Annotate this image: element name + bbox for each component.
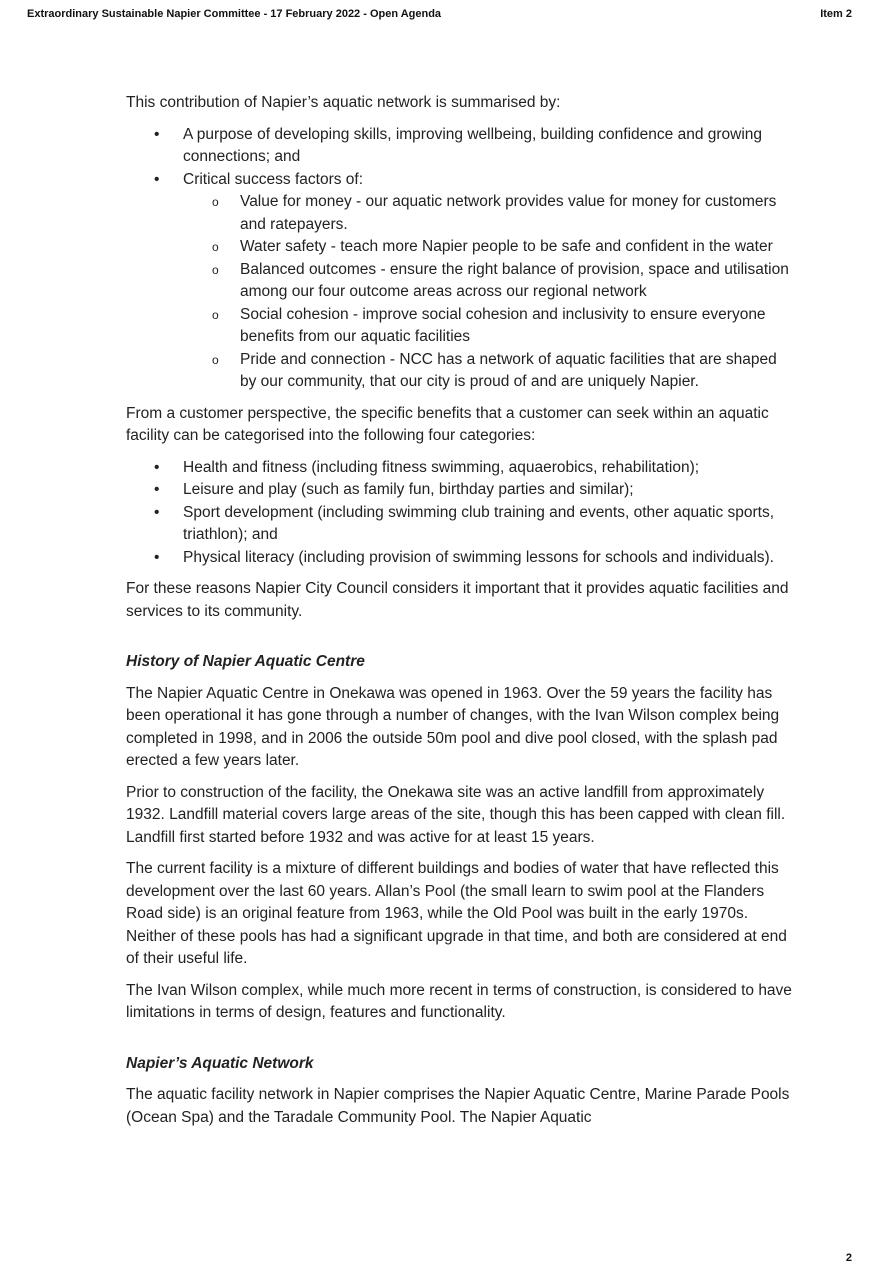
list-item-success-factors [126, 169, 792, 394]
sub-list-item: o Social cohesion - improve social cohesion and inclusivity to ensure everyone benefits from our aquatic facilities [183, 304, 792, 349]
sub-list-item: o Water safety - teach more Napier people to be safe and confident in the water [183, 236, 792, 259]
network-paragraph: The aquatic facility network in Napier comprises the Napier Aquatic Centre, Marine Parade Pools (Ocean Spa) and the Taradale Community Pool. The Napier Aquatic [126, 1086, 790, 1126]
sub-list-item: o Pride and connection - NCC has a network of aquatic facilities that are shaped by our community, that our city is proud of and are uniquely Napier. [183, 349, 792, 394]
list-item: • Health and fitness (including fitness swimming, aquaerobics, rehabilitation); [126, 457, 792, 480]
purpose-list [126, 124, 792, 394]
history-paragraph: The Napier Aquatic Centre in Onekawa was opened in 1963. Over the 59 years the facility has been operational it has gone through a number of changes, with the Ivan Wilson complex being completed in 1998, and in 2006 the outside 50m pool and dive pool closed, with the splash pad erected a few years later. [126, 684, 780, 769]
history-paragraph: The current facility is a mixture of different buildings and bodies of water that have reflected this development over the last 60 years. Allan’s Pool (the small learn to swim pool at the Flanders Road side) is an original feature from 1963, while the Old Pool was built in the early 1970s. Neither of these pools has had a significant upgrade in that time, and both are considered at end of their useful life. [126, 860, 787, 967]
page-number: 2 [845, 1252, 852, 1264]
sub-list-item: o Value for money - our aquatic network provides value for money for customers and ratepayers. [183, 191, 792, 236]
document-body [126, 92, 792, 1138]
history-heading: History of Napier Aquatic Centre [126, 653, 365, 670]
header-meeting-title: Extraordinary Sustainable Napier Committee - 17 February 2022 - Open Agenda [27, 8, 442, 20]
header-item-label: Item 2 [820, 8, 852, 20]
list-item: • Leisure and play (such as family fun, birthday parties and similar); [126, 479, 792, 502]
reasons-paragraph: For these reasons Napier City Council considers it important that it provides aquatic facilities and services to its community. [126, 580, 789, 620]
list-item: • Sport development (including swimming club training and events, other aquatic sports, triathlon); and [126, 502, 792, 547]
customer-perspective-paragraph: From a customer perspective, the specific benefits that a customer can seek within an aquatic facility can be categorised into the following four categories: [126, 404, 769, 444]
benefit-categories-list [126, 457, 792, 570]
list-item-label: Critical success factors of: [183, 170, 364, 188]
network-heading: Napier’s Aquatic Network [126, 1054, 314, 1072]
history-paragraph: Prior to construction of the facility, the Onekawa site was an active landfill from approximately 1932. Landfill material covers large areas of the site, though this has been capped with clean fill. Landfill first started before 1932 and was active for at least 15 years. [126, 783, 786, 846]
intro-paragraph: This contribution of Napier’s aquatic network is summarised by: [126, 94, 561, 111]
history-paragraph: The Ivan Wilson complex, while much more recent in terms of construction, is considered to have limitations in terms of design, features and functionality. [126, 981, 792, 1021]
list-item: • Physical literacy (including provision of swimming lessons for schools and individuals). [126, 547, 792, 570]
success-factors-list [183, 191, 792, 394]
list-item: • A purpose of developing skills, improving wellbeing, building confidence and growing connections; and [126, 124, 792, 169]
sub-list-item: o Balanced outcomes - ensure the right balance of provision, space and utilisation among our four outcome areas across our regional network [183, 259, 792, 304]
